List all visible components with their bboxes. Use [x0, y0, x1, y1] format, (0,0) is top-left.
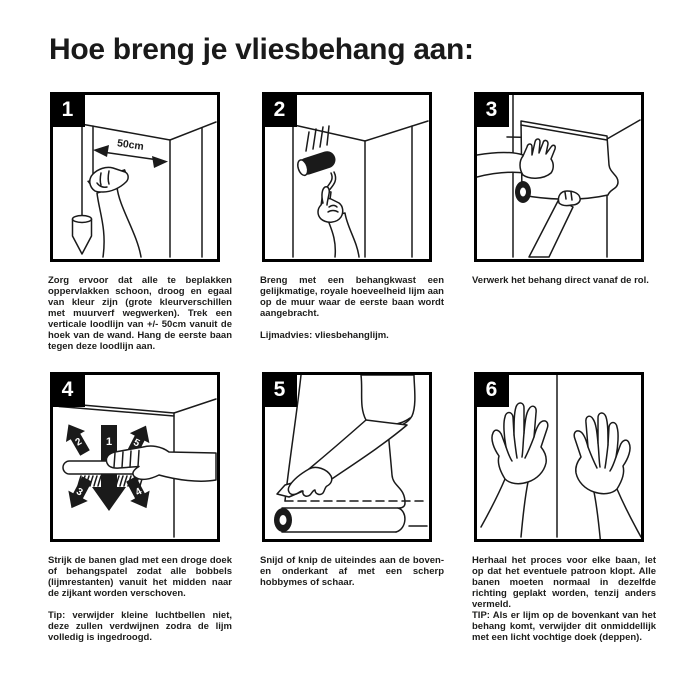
right-pressing-hand — [574, 413, 641, 539]
arrow-label-5: 5 — [131, 437, 142, 450]
step-3-panel — [474, 92, 644, 262]
step-5-panel — [262, 372, 432, 542]
arrow-label-4: 4 — [133, 486, 144, 499]
step-1-panel — [50, 92, 220, 262]
wallpaper-roll — [274, 508, 427, 532]
step-number-badge: 1 — [50, 92, 85, 127]
pressing-hand — [477, 139, 555, 178]
step-5 — [260, 372, 444, 652]
step-6-tip: TIP: Als er lijm op de bovenkant van het behang komt, verwijder dit onmiddellijk met een licht vochtige doek (deppen). — [472, 610, 656, 643]
step-4-caption — [48, 555, 232, 643]
plumb-bob-icon — [73, 216, 92, 255]
arm-with-knife — [277, 375, 415, 497]
arrow-label-2: 2 — [73, 436, 84, 449]
left-pressing-hand — [481, 403, 548, 537]
step-number-badge: 2 — [262, 92, 297, 127]
step-number-badge: 5 — [262, 372, 297, 407]
step-4-text: Strijk de banen glad met een droge doek of behangspatel zodat alle bobbels (lijmrestanten) vanuit het midden naar de zijkant worden verschoven. — [48, 555, 232, 599]
page-title: Hoe breng je vliesbehang aan: — [49, 33, 474, 66]
step-1-caption — [48, 275, 232, 352]
step-5-text: Snijd of knip de uiteindes aan de boven- en onderkant af met een scherp hobbymes of schaar. — [260, 555, 444, 588]
step-4-tip: Tip: verwijder kleine luchtbellen niet, deze zullen verdwijnen zodra de lijm volledig is ingedroogd. — [48, 610, 232, 643]
step-2-text: Breng met een behangkwast een gelijkmatige, royale hoeveelheid lijm aan op de muur waar de eerste baan wordt aangebracht. — [260, 275, 444, 319]
arrow-label-1: 1 — [105, 436, 113, 448]
arrow-label-3: 3 — [74, 486, 85, 499]
step-5-caption — [260, 555, 444, 588]
step-number-badge: 6 — [474, 372, 509, 407]
step-3 — [472, 92, 649, 372]
measure-arrow — [93, 137, 168, 168]
hand-with-pencil — [87, 167, 141, 257]
step-6-panel — [474, 372, 644, 542]
step-1 — [48, 92, 232, 372]
step-2 — [260, 92, 444, 372]
step-6-text: Herhaal het proces voor elke baan, let op dat het eventuele patroon klopt. Alle banen moeten normaal in dezelfde richting geplakt worden, tenzij anders vermeld. — [472, 555, 656, 610]
step-2-glue-advice: Lijmadvies: vliesbehanglijm. — [260, 330, 389, 341]
step-2-panel — [262, 92, 432, 262]
step-number-badge: 3 — [474, 92, 509, 127]
supporting-hand — [529, 191, 580, 257]
step-3-caption — [472, 275, 656, 286]
step-6-caption — [472, 555, 656, 643]
step-1-text: Zorg ervoor dat alle te beplakken oppervlakken schoon, droog en egaal van kleur zijn (grote kleurverschillen met muurverf wegwerken). Trek een verticale loodlijn van +/- 50cm vanuit de hoek van de wand. Hang de eerste baan tegen deze loodlijn aan. — [48, 275, 232, 352]
step-3-text: Verwerk het behang direct vanaf de rol. — [472, 275, 649, 286]
step-4 — [48, 372, 232, 652]
step-2-caption — [260, 275, 444, 341]
hand-holding-roller — [318, 187, 359, 257]
steps-grid — [48, 92, 656, 652]
room-corner-lines — [293, 95, 428, 257]
step-4-panel — [50, 372, 220, 542]
measure-label: 50cm — [116, 137, 145, 153]
step-6 — [472, 372, 656, 652]
wallpaper-roll-end — [515, 181, 531, 203]
step-number-badge: 4 — [50, 372, 85, 407]
